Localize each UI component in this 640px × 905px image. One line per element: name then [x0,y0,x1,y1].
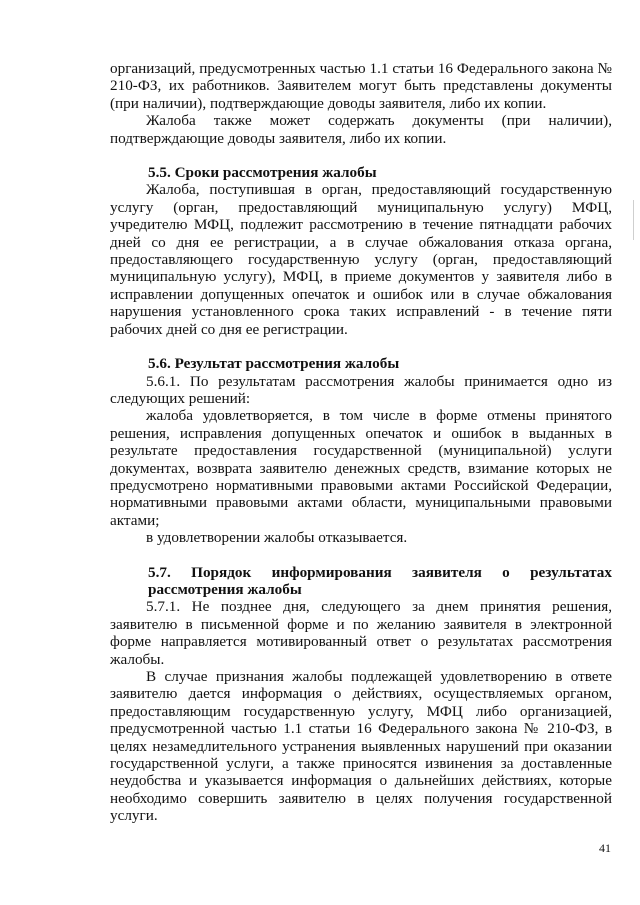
paragraph-5-7-1: 5.7.1. Не позднее дня, следующего за днем принятия решения, заявителю в письменной форме и по желанию заявителя в электронной форме направляется мотивированный ответ о результатах рассмотрения жалобы. [110,598,612,668]
paragraph-5-6-1-option-a: жалоба удовлетворяется, в том числе в форме отмены принятого решения, исправления допущенных опечаток и ошибок в выданных в результате предоставления государственной (муниципальной) услуги документах, возврата заявителю денежных средств, взимание которых не предусмотрено нормативными правовыми актами Российской Федерации, нормативными правовыми актами области, муниципальными правовыми актами; [110,407,612,529]
scan-margin-mark [633,200,634,240]
page-number: 41 [599,841,611,855]
heading-5-7-word: информирования [271,563,392,581]
heading-5-7-word: 5.7. [148,563,171,581]
paragraph-5-6-1-option-b: в удовлетворении жалобы отказывается. [146,529,408,547]
document-body [110,60,612,825]
paragraph-intro-2: Жалоба также может содержать документы (при наличии), подтверждающие доводы заявителя, либо их копии. [110,112,612,147]
heading-5-7-word: заявителя [412,563,482,581]
heading-5-7-word: результатах [530,563,612,581]
heading-5-7 [110,564,612,599]
heading-5-7-word: о [502,563,510,581]
paragraph-intro: организаций, предусмотренных частью 1.1 статьи 16 Федерального закона № 210-ФЗ, их работников. Заявителем могут быть представлены документы (при наличии), подтверждающие доводы заявителя, либо их копии. [110,60,612,112]
heading-5-5: 5.5. Сроки рассмотрения жалобы [148,164,377,182]
heading-5-7-line-1 [148,564,612,581]
paragraph-5-7-2: В случае признания жалобы подлежащей удовлетворению в ответе заявителю дается информация о действиях, осуществляемых органом, предоставляющим государственную услугу, МФЦ либо организацией, предусмотренной частью 1.1 статьи 16 Федерального закона № 210-ФЗ, в целях незамедлительного устранения выявленных нарушений при оказании государственной услуги, а также приносятся извинения за доставленные неудобства и указывается информация о дальнейших действиях, которые необходимо совершить заявителю в целях получения государственной услуги. [110,668,612,825]
heading-5-6: 5.6. Результат рассмотрения жалобы [148,355,400,373]
heading-5-7-line-2: рассмотрения жалобы [148,580,302,598]
heading-5-7-word: Порядок [191,563,252,581]
paragraph-5-5: Жалоба, поступившая в орган, предоставляющий государственную услугу (орган, предоставляющий муниципальную услугу) МФЦ, учредителю МФЦ, подлежит рассмотрению в течение пятнадцати рабочих дней со дня ее регистрации, а в случае обжалования отказа органа, предоставляющего государственную услугу (орган, предоставляющий муниципальную услугу), МФЦ, в приеме документов у заявителя либо в исправлении допущенных опечаток и ошибок или в случае обжалования нарушения установленного срока таких исправлений - в течение пяти рабочих дней со дня ее регистрации. [110,181,612,338]
paragraph-5-6-1: 5.6.1. По результатам рассмотрения жалобы принимается одно из следующих решений: [110,372,612,407]
